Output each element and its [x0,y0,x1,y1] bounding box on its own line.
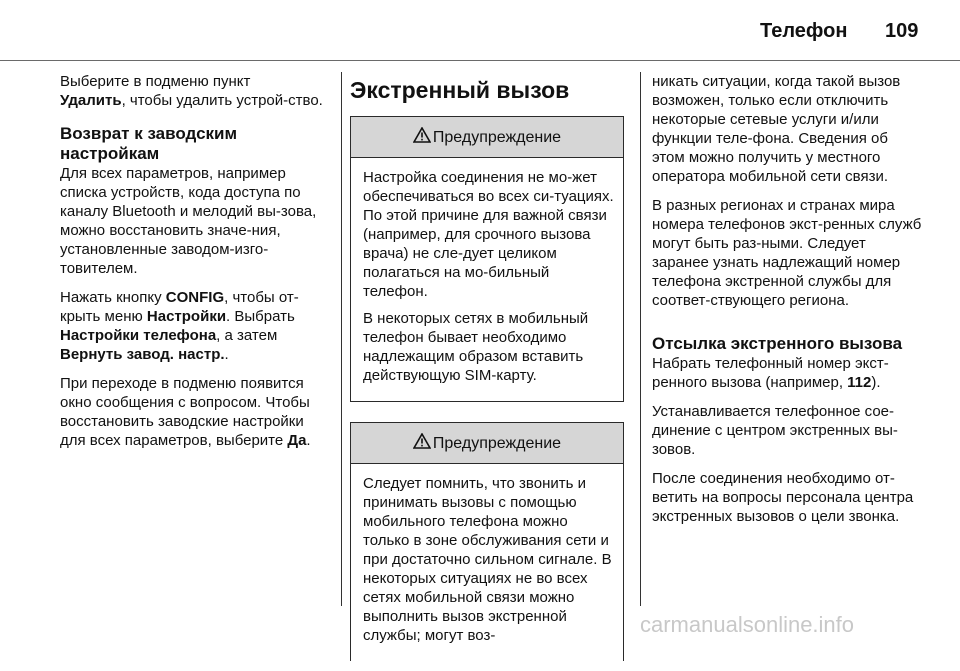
paragraph-dial-number: Набрать телефонный номер экст-ренного вызова (например, 112). [652,355,889,391]
page-number: 109 [885,20,919,42]
warning-box-1-header [351,117,623,157]
watermark: carmanualsonline.info [640,612,855,637]
paragraph-delete: Выберите в подменю пункт Удалить, чтобы удалить устрой-ство. [60,73,323,109]
warning-2-paragraph-1: Следует помнить, что звонить и принимать вызовы с помощью мобильного телефона можно только в зоне обслуживания сети и при достаточно сильном сигнале. В некоторых ситуациях не во всех сетях мобильной связи можно выполнить вызов экстренной службы; могут воз- [363,475,612,644]
warning-1-paragraph-2: В некоторых сетях в мобильный телефон бывает необходимо надлежащим образом вставить действующую SIM-карту. [363,310,589,384]
warning-triangle-icon [413,127,431,148]
section-heading-factory-reset: Возврат к заводским настройкам [60,124,238,163]
warning-triangle-icon [413,433,431,454]
column-divider-2 [640,72,641,606]
paragraph-factory-confirm: При переходе в подменю появится окно сообщения с вопросом. Чтобы восстановить заводские настройки для всех параметров, выберите Да. [60,375,311,449]
column-1 [60,72,332,460]
column-divider-1 [341,72,342,606]
paragraph-connection: Устанавливается телефонное сое-динение с центром экстренных вы-зовов. [652,403,898,458]
paragraph-answer-questions: После соединения необходимо от-ветить на вопросы персонала центра экстренных вызовов о цели звонка. [652,470,914,525]
page-title: Телефон [760,20,848,42]
warning-box-2 [350,422,624,661]
section-heading-emergency-call: Экстренный вызов [350,77,570,103]
header-divider [0,60,960,61]
warning-box-1 [350,116,624,402]
warning-1-paragraph-1: Настройка соединения не мо-жет обеспечиваться во всех си-туациях. По этой причине для важной связи (например, для срочного вызова врача) не сле-дует целиком полагаться на мо-бильный телефон. [363,169,614,300]
warning-box-1-body [351,157,623,401]
warning-box-2-body [351,463,623,661]
paragraph-factory-steps: Нажать кнопку CONFIG, чтобы от-крыть меню Настройки. Выбрать Настройки телефона, а затем Вернуть завод. настр.. [60,289,299,363]
warning-box-2-header [351,423,623,463]
section-heading-send-emergency-call: Отсылка экстренного вызова [652,334,903,353]
warning-2-continuation-1: никать ситуации, когда такой вызов возможен, только если отключить некоторые сетевые услуги и/или функции теле-фона. Сведения об этом можно получить у местного оператора мобильной сети связи. [652,73,901,185]
column-3 [652,72,922,536]
page-header [0,0,960,60]
warning-2-continuation-2: В разных регионах и странах мира номера телефонов экст-ренных служб могут быть раз-ными. Следует заранее узнать надлежащий номер телефона экстренной службы для соответ-ствующего региона. [652,197,922,309]
column-2 [350,72,624,671]
warning-title: Предупреждение [432,434,562,452]
warning-title: Предупреждение [432,128,562,146]
paragraph-factory-intro: Для всех параметров, например списка устройств, кода доступа по каналу Bluetooth и мелодий вы-зова, можно восстановить значе-ния, установленные заводом-изго-товителем. [60,165,317,277]
